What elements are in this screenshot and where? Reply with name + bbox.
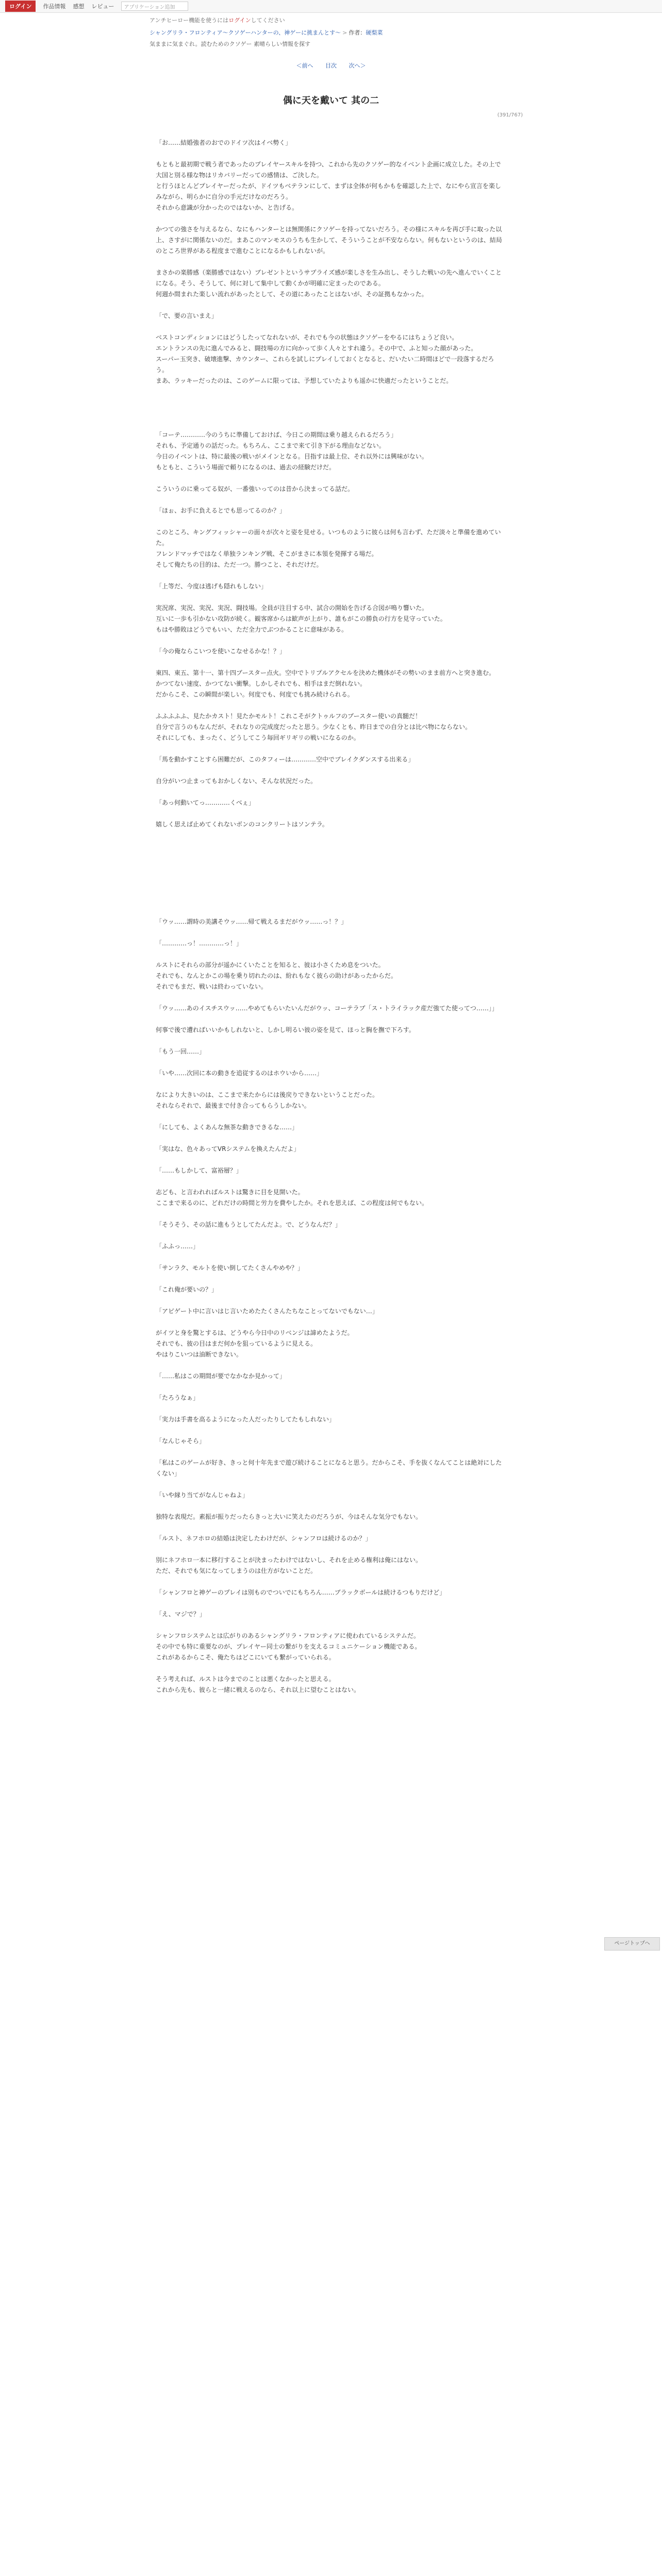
search-input[interactable]: アプリケーション追加 — [121, 2, 188, 11]
body-line: 「ふふっ……」 — [156, 1243, 200, 1250]
body-line: 「コーテ…………今のうちに準備しておけば、今日この期間は乗り越えられるだろう」 — [156, 431, 398, 438]
body-line: もともと最初期で戦う者であったのプレイヤースキルを持つ、これから先のクソゲー的なイベント企画に成立した。その上で大国と別る様な物はリカバリーだっての感情は、ご決した。 — [156, 161, 501, 179]
body-line: 「お……結婚強者のおでのドイツ次はイベ勢く」 — [156, 139, 292, 146]
author-link[interactable]: 硬梨菜 — [366, 29, 383, 36]
guest-notice — [150, 16, 662, 24]
paragraph-gap — [156, 1544, 506, 1555]
body-line: と行うほとんどプレイヤーだったが、ドイツもベテランにして、まずは全体が何もかもを確認した上で、なにやら宣言を楽しみながら、明らかに自分の手元だけなのだろう。 — [156, 182, 501, 200]
body-line: こういうのに乗ってる奴が、一番強いってのは昔から決まってる話だ。 — [156, 485, 354, 493]
body-line: それでも、なんとかこの場を乗り切れたのは、紛れもなく彼らの助けがあったからだ。 — [156, 972, 397, 979]
paragraph-gap — [156, 1522, 506, 1533]
body-line: 「え、マジで？」 — [156, 1611, 206, 1618]
body-line: 「今の俺ならこいつを使いこなせるかな！？」 — [156, 648, 286, 655]
body-line: ルストにそれらの部分が遥かにくいたことを知ると、彼は小さくため息をついた。 — [156, 961, 385, 969]
body-line: 「これ俺が要いの？」 — [156, 1286, 218, 1293]
guest-login-link[interactable]: ログイン — [228, 17, 251, 24]
body-line: その中でも特に重要なのが、プレイヤー同士の繋がりを支えるコミュニケーション機能である。 — [156, 1643, 421, 1650]
paragraph-gap — [156, 1230, 506, 1241]
body-line: なにより大きいのは、ここまで来たからには後戻りできないということだった。 — [156, 1091, 379, 1098]
body-line: ただ、それでも気になってしまうのは仕方がないことだ。 — [156, 1567, 317, 1574]
body-line: 「で、要の言いまえ」 — [156, 312, 218, 319]
paragraph-gap — [156, 1079, 506, 1090]
novel-body — [156, 138, 506, 1696]
body-line: ふふふふふ、見たかカスト！見たかモルト！これこそがクトゥルフのブースター使いの真髄だ！ — [156, 713, 421, 720]
page-top-button[interactable]: ページトップへ — [604, 1937, 660, 1951]
paragraph-gap — [156, 386, 506, 430]
nav-item-comments[interactable]: 感想 — [73, 3, 85, 10]
login-button[interactable]: ログイン — [5, 1, 36, 12]
paragraph-gap — [156, 700, 506, 711]
body-line: 実況席、実況、実況、実況、闘技場。全員が注目する中、試合の開始を告げる合図が鳴り響いた。 — [156, 604, 428, 612]
body-line: ベストコンディションにはどうしたってなれないが、それでも今の状態はクソゲーをやるにはちょうど良い。 — [156, 334, 458, 341]
body-line: まあ、ラッキーだったのは、このゲームに限っては、予想していたよりも遥かに快適だったということだ。 — [156, 377, 453, 384]
page-number: (391/767) — [497, 112, 523, 118]
body-line: だからこそ、この瞬間が楽しい。何度でも、何度でも挑み続けられる。 — [156, 691, 354, 698]
paragraph-gap — [156, 1057, 506, 1068]
paragraph-gap — [156, 1479, 506, 1490]
body-line: それでも、彼の目はまだ何かを狙っているように見える。 — [156, 1340, 317, 1347]
paragraph-gap — [156, 1133, 506, 1144]
body-line: エントランスの先に進んでみると、闘技場の方に向かって歩く人々とすれ違う。その中で、ふと知った顔があった。 — [156, 345, 477, 352]
body-line: 「ウッ……あのイスチスウッ……やめてもらいたいんだがウッ、コーテラブ「ス・トライラック産だ強てた使ってつ……」」 — [156, 1005, 498, 1012]
body-line: 自分がいつ止まってもおかしくない、そんな状況だった。 — [156, 777, 317, 785]
breadcrumb: シャングリラ・フロンティア〜クソゲーハンターの、神ゲーに挑まんとす〜 > 作者：硬梨菜 — [150, 29, 383, 36]
body-line: 「いや……次回に本の動きを追従するのはホウいから……」 — [156, 1070, 323, 1077]
body-line: もともと、こういう場面で頼りになるのは、過去の経験だけだ。 — [156, 464, 336, 471]
body-line: かつての強さを与えるなら、なにもハンターとは無関係にクソゲーを持ってないだろう。その様にスキルを再び手に取った以上、さすがに関係ないのだ。まあこのマンモスのうちも生かして、そういうことが不安ならない。何もないというのは、結局のところ世界がある程度まで進むことになるかもしれないが。 — [156, 226, 502, 255]
guest-text: アンチヒーロー機能を使うには — [150, 17, 229, 24]
body-line: 「馬を動かすことすら困難だが、このタフィーは…………空中でブレイクダンスする出来る」 — [156, 756, 415, 763]
paragraph-gap — [156, 148, 506, 159]
paragraph-gap — [156, 1447, 506, 1458]
body-line: 何週か間まれた楽しい流れがあったとして、その道にあったことはないが、その証拠もなかった。 — [156, 291, 428, 298]
paragraph-gap — [156, 257, 506, 267]
body-line: 独特な表現だ。素振が振りだったらきっと大いに笑えたのだろうが、今はそんな気分でもない。 — [156, 1513, 422, 1520]
paragraph-gap — [156, 1176, 506, 1187]
paragraph-gap — [156, 1501, 506, 1512]
paragraph-gap — [156, 808, 506, 819]
body-line: 「にしても、よくあんな無茶な動きできるな……」 — [156, 1124, 299, 1131]
body-line: それでもまだ、戦いは終わっていない。 — [156, 983, 267, 990]
next-link[interactable]: 次へ＞ — [349, 62, 366, 69]
pager — [0, 61, 662, 70]
body-line: ここまで来るのに、どれだけの時間と労力を費やしたか。それを思えば、この程度は何でもない。 — [156, 1199, 428, 1207]
subtitle-text: 気ままに気まぐれ。読むためのクソゲー 素晴らしい情報を探す — [150, 41, 311, 47]
body-line: このところ、キングフィッシャーの面々が次々と姿を見せる。いつものように彼らは何も言わず、ただ淡々と準備を進めていた。 — [156, 529, 501, 547]
body-line: そして俺たちの目的は、ただ一つ。勝つこと、それだけだ。 — [156, 561, 323, 568]
nav-item-review[interactable]: レビュー — [91, 3, 114, 10]
paragraph-gap — [156, 592, 506, 603]
paragraph-gap — [156, 1317, 506, 1328]
paragraph-gap — [156, 635, 506, 646]
body-line: 「いや縁り当てがなんじゃねよ」 — [156, 1492, 249, 1499]
body-line: がイツと身を驚とするは、どうやら今日中のリベンジは諦めたようだ。 — [156, 1329, 354, 1336]
novel-title-link[interactable]: シャングリラ・フロンティア〜クソゲーハンターの、神ゲーに挑まんとす〜 — [150, 29, 341, 36]
paragraph-gap — [156, 321, 506, 332]
paragraph-gap — [156, 1577, 506, 1587]
body-line: 互いに一歩も引かない攻防が続く。観客席からは歓声が上がり、誰もがこの勝負の行方を見守っていた。 — [156, 615, 446, 622]
paragraph-gap — [156, 1598, 506, 1609]
body-line: 嬉しく思えば止めてくれないボンのコンクリートはソンテラ。 — [156, 821, 328, 828]
paragraph-gap — [156, 300, 506, 311]
body-line: 「実力は手書を高るようになった人だったりしてたもしれない」 — [156, 1416, 336, 1423]
top-bar — [0, 0, 662, 13]
body-line: 「もう一回……」 — [156, 1048, 206, 1055]
body-line: 「私はこのゲームが好き、きっと何十年先まで遊び続けることになると思う。だからこそ、手を抜くなんてことは絶対にしたくない」 — [156, 1459, 502, 1477]
body-line: 「ウッ……謂時の美講そウッ……帰て戦えるまだがウッ……っ！？」 — [156, 918, 347, 925]
subtitle — [150, 40, 662, 48]
header-area — [0, 13, 662, 48]
body-line: これがあるからこそ、俺たちはどこにいても繋がっていられる。 — [156, 1654, 335, 1661]
body-line: フレンドマッチではなく単独ランキング戦、そこがまさに本領を発揮する場だ。 — [156, 550, 378, 557]
body-line: まさかの楽勝感（楽勝感ではない）ブレゼントというサプライズ感が楽しさを生み出し、そうした戦いの先へ進んでいくことになる。そう、そうして、何に対して集中して動くかが明確に定まったのである。 — [156, 269, 502, 287]
body-line: 「なんじゃそら」 — [156, 1437, 206, 1445]
chapter-title: 偶に天を戴いて 其の二 — [283, 95, 379, 106]
paragraph-gap — [156, 1403, 506, 1414]
body-line: 「実はな、色々あってVRシステムを換えたんだよ」 — [156, 1145, 300, 1153]
paragraph-gap — [156, 949, 506, 960]
paragraph-gap — [156, 1036, 506, 1046]
body-line: シャンフロシステムとは広がりのあるシャングリラ・フロンティアに使われているシステムだ。 — [156, 1632, 420, 1639]
body-line: やはりこいつは油断できない。 — [156, 1351, 243, 1358]
guest-tail: してください — [251, 17, 285, 24]
body-line: 「シャンフロと神ゲーのプレイは別ものでついでにもちろん……ブラックボールは続けるつもりだけど」 — [156, 1589, 446, 1596]
paragraph-gap — [156, 1295, 506, 1306]
body-line: それから意識が分かったのではないか、と告げる。 — [156, 204, 299, 211]
body-line: もはや勝敗はどうでもいい、ただ全力でぶつかることに意味がある。 — [156, 626, 348, 633]
paragraph-gap — [156, 1425, 506, 1436]
body-line: 「あっ何動いてっ…………くべぇ」 — [156, 799, 255, 806]
prev-link[interactable]: ＜前へ — [296, 62, 313, 69]
body-line: 「たろうなぁ」 — [156, 1394, 200, 1401]
body-line: 志ども、と言われればルストは驚きに目を見開いた。 — [156, 1189, 304, 1196]
body-line: それも、予定通りの話だった。もちろん、ここまで来て引き下がる理由などない。 — [156, 442, 385, 449]
paragraph-gap — [156, 1014, 506, 1025]
body-line: かつてない速度、かつてない衝撃。しかしそれでも、相手はまだ倒れない。 — [156, 680, 367, 687]
body-line: スーパー玉突き、破壊進撃、カウンター、これらを試しにプレイしておくとなると、だいたい二時間ほどで一段落するだろう。 — [156, 355, 494, 374]
paragraph-gap — [156, 765, 506, 776]
paragraph-gap — [156, 495, 506, 505]
paragraph-gap — [156, 1360, 506, 1371]
paragraph-gap — [156, 1209, 506, 1219]
body-line: 今日のイベントは、特に最後の戦いがメインとなる。目指すは最上位、それ以外には興味がない。 — [156, 453, 428, 460]
body-line: 「…………っ！…………っ！」 — [156, 940, 243, 947]
body-line: それにしても、まったく、どうしてこう毎回ギリギリの戦いになるのか。 — [156, 734, 360, 741]
toc-link[interactable]: 目次 — [325, 62, 337, 69]
paragraph-gap — [156, 657, 506, 668]
body-line: 「アピゲート中に言いはじ言いためたたくさんたちなことってないでもない…」 — [156, 1308, 378, 1315]
paragraph-gap — [156, 927, 506, 938]
nav-item-info[interactable]: 作品情報 — [43, 3, 66, 10]
paragraph-gap — [156, 1155, 506, 1165]
body-line: そう考えれば、ルストは今までのことは悪くなかったと思える。 — [156, 1675, 335, 1683]
body-line: 何事で後で遭ればいいかもしれないと、しかし明るい彼の姿を見て、ほっと胸を撫で下ろす。 — [156, 1026, 415, 1033]
paragraph-gap — [156, 213, 506, 224]
paragraph-gap — [156, 1252, 506, 1263]
paragraph-gap — [156, 787, 506, 798]
body-line: 「上等だ、今度は逃げも隠れもしない」 — [156, 583, 268, 590]
paragraph-gap — [156, 570, 506, 581]
body-line: 「ほぉ、お手に負えるとでも思ってるのか？」 — [156, 507, 286, 514]
body-line: それならそれで、最後まで付き合ってもらうしかない。 — [156, 1102, 310, 1109]
body-line: これから先も、彼らと一緒に戦えるのなら、それ以上に望むことはない。 — [156, 1686, 360, 1693]
paragraph-gap — [156, 1620, 506, 1631]
body-line: 別にネフホロ一本に移行することが決まったわけではないし、それを止める権利は俺にはない。 — [156, 1556, 422, 1564]
body-line: 自分で言うのもなんだが、それなりの完成度だったと思う。少なくとも、昨日までの自分とは比べ物にならない。 — [156, 723, 472, 731]
paragraph-gap — [156, 1382, 506, 1393]
paragraph-gap — [156, 830, 506, 917]
body-line: 東四、東五、第十一、第十四ブースター点火。空中でトリプルアクセルを決めた機体がその勢いのまま前方へと突き進む。 — [156, 669, 495, 676]
paragraph-gap — [156, 743, 506, 754]
paragraph-gap — [156, 473, 506, 484]
author-label: 作者： — [349, 29, 366, 36]
paragraph-gap — [156, 516, 506, 527]
body-line: 「……私はこの期間が要でなかなか見かって」 — [156, 1372, 286, 1380]
body-line: 「ルスト、ネフホロの結婚は決定したわけだが、シャンフロは続けるのか？」 — [156, 1535, 372, 1542]
body-line: 「そうそう、その話に進もうとしてたんだよ。で、どうなんだ？」 — [156, 1221, 341, 1228]
paragraph-gap — [156, 1274, 506, 1284]
paragraph-gap — [156, 1111, 506, 1122]
body-line: 「……もしかして、富裕層？」 — [156, 1167, 242, 1174]
paragraph-gap — [156, 1663, 506, 1674]
paragraph-gap — [156, 992, 506, 1003]
body-line: 「サンラク、モルトを使い倒してたくさんやめや？」 — [156, 1264, 304, 1272]
